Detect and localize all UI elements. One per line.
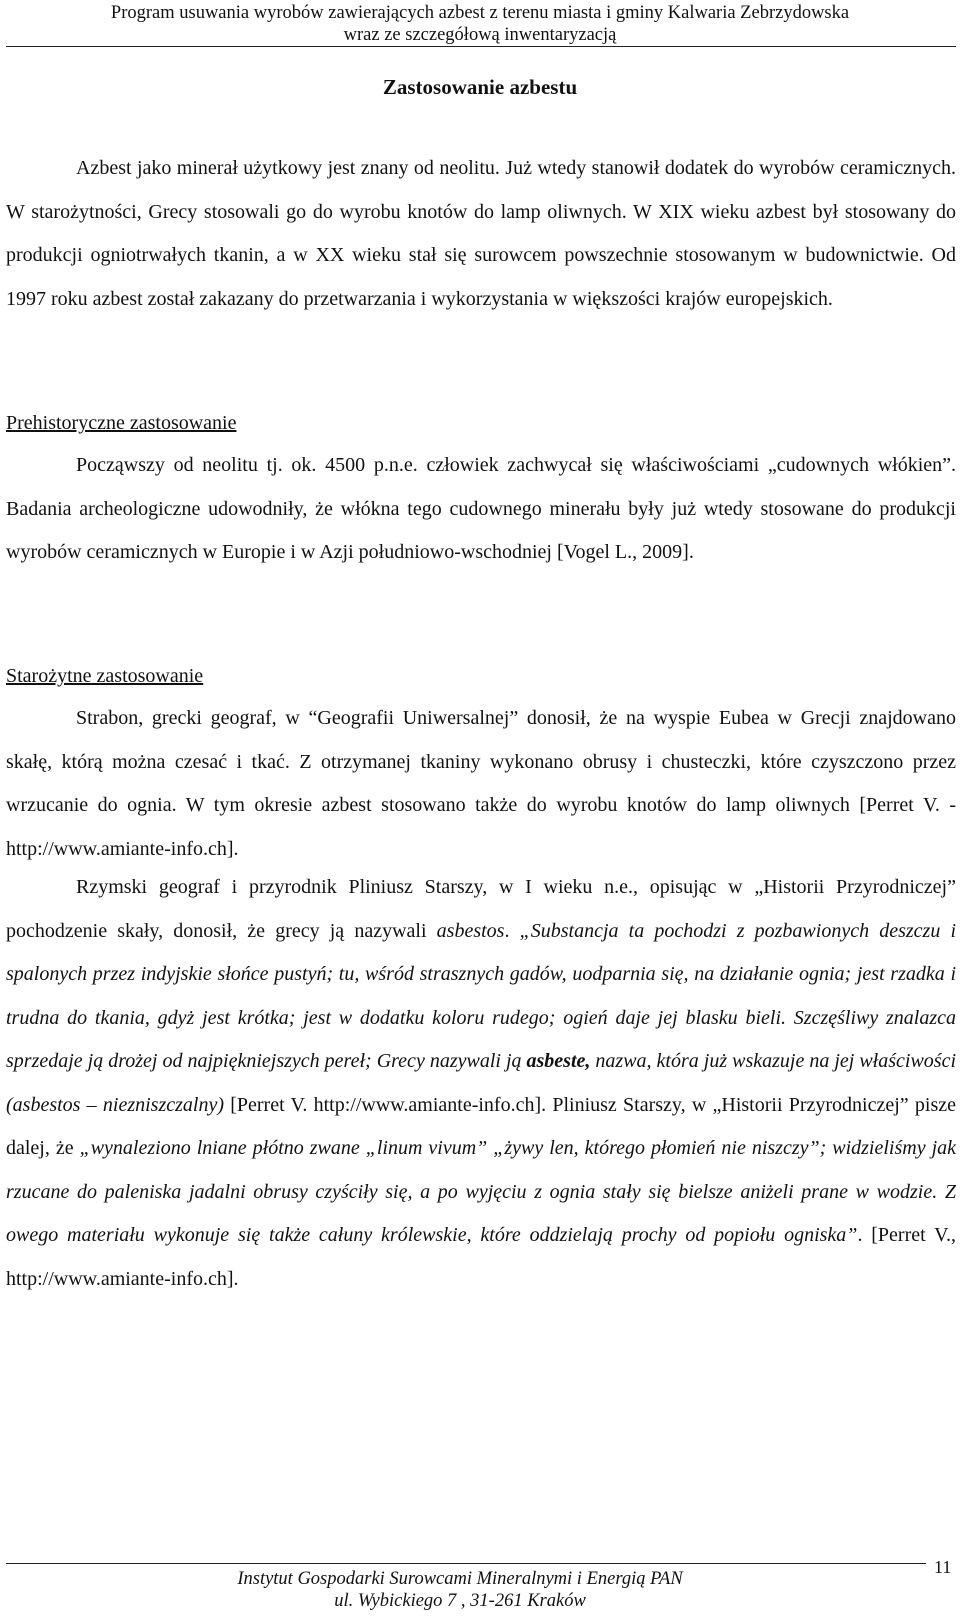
pliny-quote-1: „Substancja ta pochodzi z pozbawionych deszczu i spalonych przez indyjskie słońce pustyń; tu, wśród strasznych gadów, uodparnia się, na działanie ognia; jest rzadka i trudna do tkania, gdyż jest krótka; jest w dodatku koloru rudego; ogień daje jej blasku bieli. Szczęśliwy znalazca sprzedaje ją drożej od najpiękniejszych pereł; Grecy nazywali ją [6,919,957,1072]
prehistoric-heading: Prehistoryczne zastosowanie [6,412,237,434]
pliny-citation-1: [Perret V. http://www.amiante-info.ch]. Pliniusz Starszy, w „Historii Przyrodniczej” pisze dalej, że [6,1093,956,1159]
section-title: Zastosowanie azbestu [382,75,578,99]
header-divider [6,46,956,47]
page-footer [0,1568,920,1612]
intro-paragraph: Azbest jako minerał użytkowy jest znany od neolitu. Już wtedy stanowił dodatek do wyrobów ceramicznych. W starożytności, Grecy stosowali go do wyrobu knotów do lamp oliwnych. W XIX wieku azbest był stosowany do produkcji ogniotrwałych tkanin, a w XX wieku stał się surowcem powszechnie stosowanym w budownictwie. Od 1997 roku azbest został zakazany do przetwarzania i wykorzystania w większości krajów europejskich. [6,157,956,310]
pliny-quote-2: „wynaleziono lniane płótno zwane „linum vivum” „żywy len, którego płomień nie niszczy”; widzieliśmy jak rzucane do paleniska jadalni obrusy czyściły się, a po wyjęciu z ognia stały się bielsze aniżeli prane w wodzie. Z owego materiału wykonuje się także całuny królewskie, które oddzielają prochy od popiołu ogniska” [6,1137,956,1246]
ancient-heading: Starożytne zastosowanie [6,665,204,687]
page-header [0,0,960,46]
header-line1: Program usuwania wyrobów zawierających azbest z terenu miasta i gminy Kalwaria Zebrzydowska [110,3,850,23]
header-line2: wraz ze szczegółową inwentaryzacją [343,25,617,45]
prehistoric-paragraph: Począwszy od neolitu tj. ok. 4500 p.n.e. człowiek zachwycał się właściwościami „cudownych włókien”. Badania archeologiczne udowodniły, że włókna tego cudownego minerału były już wtedy stosowane do produkcji wyrobów ceramicznych w Europie i w Azji południowo-wschodniej [Vogel L., 2009]. [6,454,956,563]
footer-line2: ul. Wybickiego 7 , 31-261 Kraków [334,1591,586,1611]
sentence-break: . [504,919,520,942]
ancient-paragraph-2 [6,866,956,1301]
page-number: 11 [934,1557,952,1577]
footer-divider [6,1563,926,1564]
footer-line1: Instytut Gospodarki Surowcami Mineralnymi i Energią PAN [237,1569,683,1589]
pliny-quote-1-end: nazwa, która już wskazuje na jej właściwości (asbestos – niezniszczalny) [6,1050,957,1116]
asbeste-term: asbeste, [526,1050,591,1072]
pliny-citation-2: . [Perret V., http://www.amiante-info.ch]. [6,1224,956,1290]
ancient-paragraph-1: Strabon, grecki geograf, w “Geografii Uniwersalnej” donosił, że na wyspie Eubea w Grecji znajdowano skałę, którą można czesać i tkać. Z otrzymanej tkaniny wykonano obrusy i chusteczki, które czyszczono przez wrzucanie do ognia. W tym okresie azbest stosowano także do wyrobu knotów do lamp oliwnych [Perret V. - http://www.amiante-info.ch]. [6,707,956,860]
asbestos-term: asbestos [436,919,505,942]
pliny-intro-text: Rzymski geograf i przyrodnik Pliniusz Starszy, w I wieku n.e., opisując w „Historii Przyrodniczej” pochodzenie skały, donosił, że grecy ją nazywali [6,876,956,942]
